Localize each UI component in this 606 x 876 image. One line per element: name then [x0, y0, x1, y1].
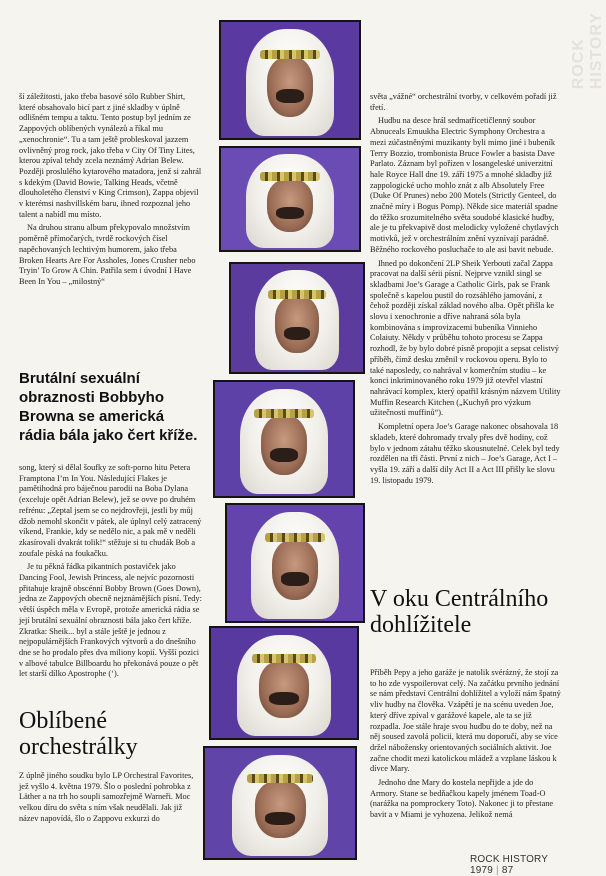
section-rail [570, 12, 605, 90]
article-column-left-top [19, 92, 202, 291]
article-column-left-middle [19, 463, 202, 683]
paragraph: Ihned po dokončení 2LP Sheik Yerbouti začal Zappa pracovat na další sérii písní. Nejprve vznikl singl se skladbami Joe’s Garage a Catholic Girls, pak se Frank společně s kapelou pustil do rozsáhlého jamování, z čehož později získal základ nového alba. Opět přišla ke slovu i xenochronie a dříve nahraná sóla byla kombinována s improvizacemi bubeníka Vinnieho Colaiuty. Někdy v průběhu tohoto procesu se Zappa rozhodl, že by bylo dobré písně propojit a sepsat celistvý příběh, čímž desku změnil v rockovou operu. Bylo to také naposledy, co nahrával v komerčním studiu – ke konci inkriminovaného roku 1979 již otevřel vlastní nahrávací komplex, který opatřil krásným názvem Utility Muffin Research Kitchen („Kuchyň pro výzkum užitečnosti muffinů“). [370, 258, 561, 418]
paragraph: Z úplně jiného soudku bylo LP Orchestral Favorites, jež vyšlo 4. května 1979. Šlo o poslední pohrobka z Läther a na trh ho soupli samozřejmě Warneři. Moc velkou díru do světa s ním však neudělali. Jak již název napovídá, šlo o Zappovu exkurzi do [19, 771, 194, 823]
photo-frame [229, 262, 365, 374]
photo-strip [203, 0, 365, 876]
page-number: 87 [501, 865, 514, 876]
photo-frame [219, 146, 361, 252]
pull-quote: Brutální sexuální obraznosti Bobbyho Browna se americká rádia bála jako čert kříže. [19, 370, 198, 444]
paragraph: ší záležitosti, jako třeba basové sólo Rubber Shirt, které obsahovalo bicí part z jiné skladby v úplně odlišném tempu a taktu. Tento postup byl jedním ze Zappových oblíbených vynálezů a říkal mu „xenochronie“. Tu a tam ještě probleskoval jazzem ovlivněný prog rock, jako třeba v City Of Tiny Lites, kterou zpíval tehdy zcela neznámý Adrian Belew. Později proslulého kytarového matadora, jenž si zahrál s kdekým (David Bowie, Talking Heads, včetně dlouholetého členství v King Crimson), Zappa objevil v kterémsi nashvillském baru, ihned rozpoznal jeho talent a nabídl mu místo. [19, 92, 202, 219]
paragraph: Hudbu na desce hrál sedmatřicetičlenný soubor Abnuceals Emuukha Electric Symphony Orchestra a mezi zúčastněnými muzikanty byli mimo jiné i bubeník Terry Bozzio, trombonista Bruce Fowler a basista Dave Parlato. Záznam byl pořízen v losangeleské univerzitní hale Royce Hall dne 19. září 1975 a mnohé skladby již zappologické ucho mohlo znát z alb Absolutely Free (Duke Of Prunes) nebo 200 Motels (Strictly Genteel, do značné míry i Bogus Pomp). Někde sice materiál spadne do těžko srozumitelného světa soudobé klasické hudby, ale je tu překvapivě dost melodicky vyložené chytlavých motivků, jež v orchestrálním znění vyznívají parádně. Běžného rockového posluchače to ale asi bavit nebude. [370, 116, 559, 254]
paragraph: song, který si dělal šoufky ze soft-porno hitu Petera Framptona I’m In You. Následující Flakes je pamětihodná pro báječnou parodii na Boba Dylana (exceluje opět Adrian Belew), jež se ovve po druhém refrénu: „Zeptal jsem se co nejdrovřeji, jestli by můj džob nemohl skončit v pátek, ale úplnyl celý zatracený víkend, Frankie, kdy se nedělo nic, a pak mě v neděli zkasírovali dvakrát tolik!“ stěžuje si tu chudák Bob a zoufale píská na foukačku. [19, 463, 202, 558]
article-column-right-bottom [370, 668, 562, 824]
photo-frame [203, 746, 357, 860]
paragraph: světa „vážné“ orchestrální tvorby, v celkovém pořadí již třetí. [370, 92, 557, 112]
page-footer [470, 854, 590, 876]
photo-frame [213, 380, 355, 498]
paragraph: Je tu pěkná řádka pikantních postaviček jako Dancing Fool, Jewish Princess, ale nejvíc pozornosti přitahuje krajně obscénní Bobby Brown (Goes Down), jedna ze Zappových obecně nejznámějších písní. Tedy: větší úspěch měla v Evropě, protože americká rádia se její brutální sexuální obraznosti bála jako čert kříže. Zkratka: Sheik... byl a stále ještě je jednou z nejpopulárnějších Frankových výtvorů a do dnešního dne se ho prodalo přes dva miliony kopií. Vyšší pozici v albové tabulce Billboardu ho překonává pouze o pět let starší dílko Apostrophe (‘). [19, 562, 202, 679]
paragraph: Na druhou stranu album překypovalo množstvím poměrně přímočarých, tvrdě rockových čísel napěchovaných lechtivým humorem, jako třeba Broken Hearts Are For Assholes, Jones Crusher nebo Tryin’ To Grow A Chin. Patřila sem i úvodní I Have Been In You – „milostný“ [19, 223, 196, 286]
section-heading: V oku Centrálního dohlížitele [370, 586, 549, 638]
footer-section: ROCK HISTORY 1979 [470, 854, 548, 876]
photo-frame [209, 626, 359, 740]
paragraph: Jednoho dne Mary do kostela nepřijde a jde do Armory. Stane se bedňačkou kapely jménem Toad-O (narážka na pomprockery Toto). Nakonec ji to přestane bavit a v Miami je vyhozena. Jelikož nemá [370, 778, 554, 820]
photo-frame [225, 503, 365, 623]
photo-frame [219, 20, 361, 140]
paragraph: Příběh Pepy a jeho garáže je natolik svérázný, že stojí za to ho zde vyspoilerovat celý. Na začátku prvního jednání se nám představí Centrální dohlížitel a vyloží nám špatný vliv hudby na člověka. Vzápětí je na scénu uveden Joe, který dříve zpíval v garážové kapele, ale ta se již rozpadla. Joe stále hraje svou hudbu do te doby, než na něj soused zavolá policii, která mu doporučí, aby se více držel nábožensky orientovaných sociálních aktivit. Joe začne chodit mezi katolickou mládež a vzplane láskou k dívce Mary. [370, 668, 561, 774]
section-heading: Oblíbené orchestrálky [19, 708, 138, 760]
section-rail-label: ROCK HISTORY [570, 12, 605, 90]
article-column-right-top [370, 92, 562, 489]
article-column-left-bottom [19, 771, 202, 828]
paragraph: Kompletní opera Joe’s Garage nakonec obsahovala 18 skladeb, které dohromady trvaly přes dvě hodiny, což bylo v jednom zátahu těžko skousnutelné. Celek byl tedy rozdělen na tři části. První z nich – Joe’s Garage, Act I – vyšla 19. září a další dily Act II a Act III přišly ke slovu 19. listopadu 1979. [370, 422, 560, 485]
footer-separator: | [496, 865, 499, 876]
